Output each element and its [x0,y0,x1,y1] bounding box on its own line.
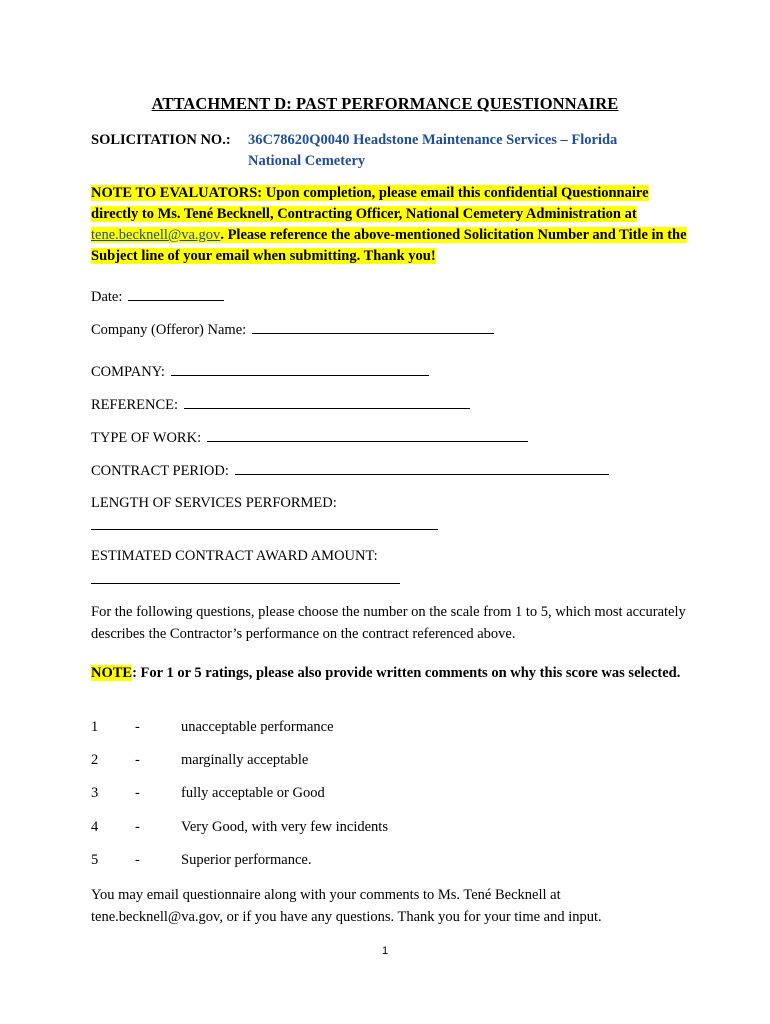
rating-description: marginally acceptable [181,752,309,768]
ratings-note-key: NOTE [91,665,133,681]
type-of-work-field [91,428,528,447]
note-text-1: NOTE TO EVALUATORS: Upon completion, please email this confidential Questionnaire directly to Ms. Tené Becknell, Contracting Officer, National Cemetery Administration at [91,185,649,222]
rating-dash: - [135,752,140,768]
contract-period-blank[interactable] [235,461,609,475]
rating-description: Very Good, with very few incidents [181,819,388,835]
type-of-work-label: TYPE OF WORK: [91,430,202,446]
rating-description: Superior performance. [181,852,312,868]
email-link[interactable]: tene.becknell@va.gov [91,227,221,243]
note-to-evaluators [91,183,691,267]
ratings-note-text: : For 1 or 5 ratings, please also provide written comments on why this score was selected. [132,665,681,681]
reference-field [91,395,470,414]
rating-number: 4 [91,819,99,835]
solicitation-value-cont: National Cemetery [248,153,366,169]
date-label: Date: [91,289,123,305]
page-number: 1 [381,945,389,957]
rating-dash: - [135,719,140,735]
estimated-award-label: ESTIMATED CONTRACT AWARD AMOUNT: [91,548,378,564]
closing-paragraph: You may email questionnaire along with your comments to Ms. Tené Becknell at tene.becknell@va.gov, or if you have any questions. Thank you for your time and input. [91,887,602,925]
rating-number: 1 [91,719,99,735]
length-of-services-label: LENGTH OF SERVICES PERFORMED: [91,495,337,511]
length-of-services-field [91,495,337,512]
rating-dash: - [135,785,140,801]
company-offeror-label: Company (Offeror) Name: [91,322,247,338]
reference-blank[interactable] [184,395,470,409]
note-text-2: . Please reference the above-mentioned Solicitation Number and Title in the Subject line of your email when submitting. Thank you! [91,227,687,264]
company-offeror-blank[interactable] [252,320,494,334]
company-label: COMPANY: [91,364,165,380]
page-title: ATTACHMENT D: PAST PERFORMANCE QUESTIONNAIRE [151,94,619,113]
solicitation-value: 36C78620Q0040 Headstone Maintenance Services – Florida [248,132,618,148]
rating-number: 3 [91,785,99,801]
rating-number: 2 [91,752,99,768]
company-field [91,362,429,381]
type-of-work-blank[interactable] [207,428,528,442]
instructions-paragraph: For the following questions, please choose the number on the scale from 1 to 5, which most accurately describes the Contractor’s performance on the contract referenced above. [91,604,686,642]
company-offeror-field [91,320,494,339]
solicitation-label: SOLICITATION NO.: [91,132,231,148]
date-field [91,287,224,306]
rating-description: unacceptable performance [181,719,334,735]
rating-dash: - [135,819,140,835]
estimated-award-blank[interactable] [91,582,400,584]
ratings-note [91,663,691,684]
estimated-award-field [91,548,378,565]
rating-description: fully acceptable or Good [181,785,325,801]
date-blank[interactable] [128,287,224,301]
rating-dash: - [135,852,140,868]
solicitation-block [91,130,617,172]
contract-period-label: CONTRACT PERIOD: [91,463,229,479]
length-of-services-blank[interactable] [91,528,438,530]
contract-period-field [91,461,609,480]
reference-label: REFERENCE: [91,397,179,413]
rating-number: 5 [91,852,99,868]
company-blank[interactable] [171,362,429,376]
